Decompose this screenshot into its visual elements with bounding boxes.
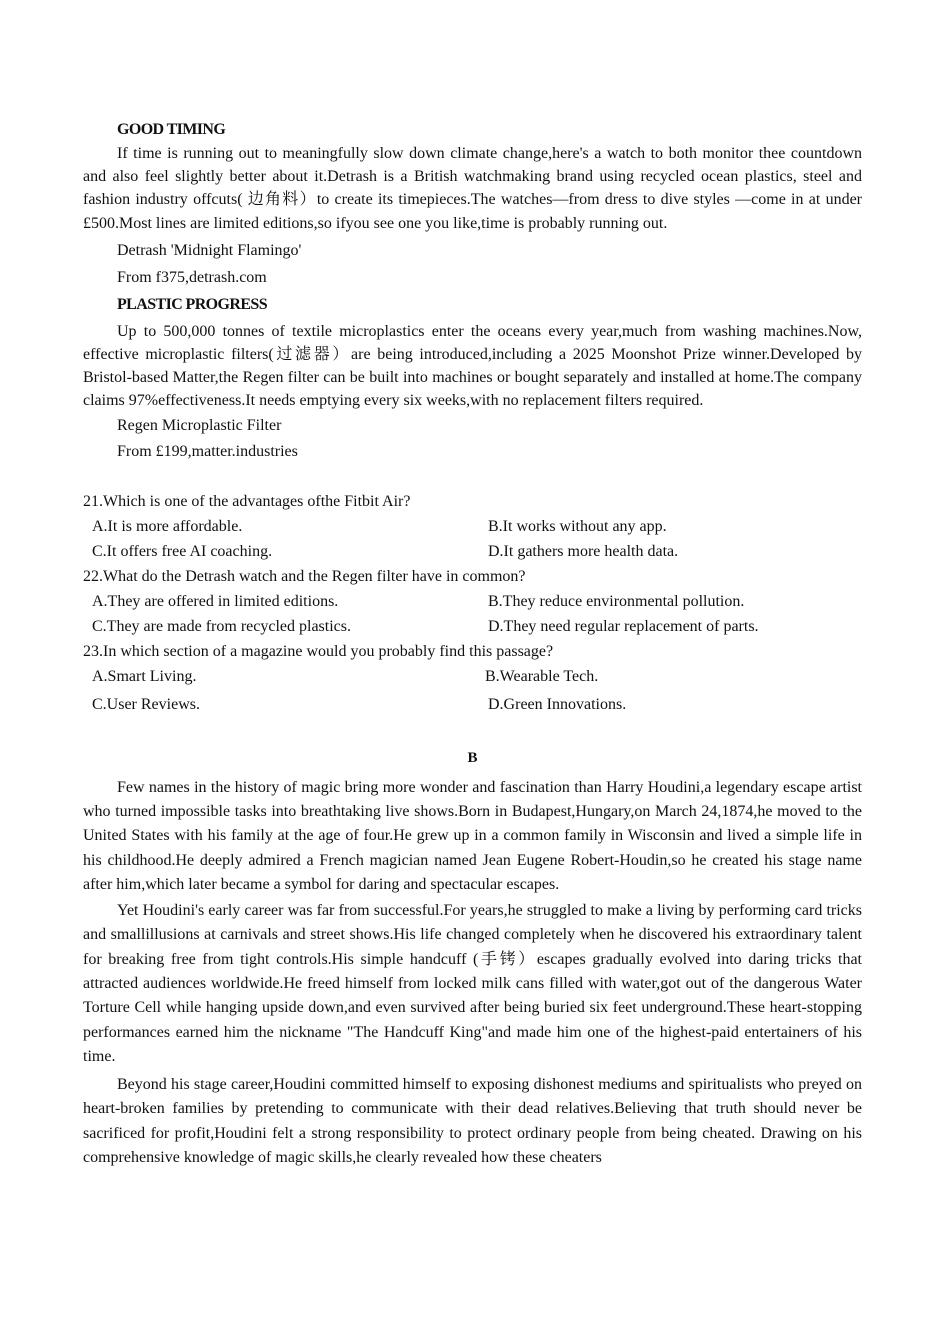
options-row: [92, 665, 862, 689]
option-21a: A.It is more affordable.: [92, 517, 243, 535]
option-22b: B.They reduce environmental pollution.: [488, 592, 745, 610]
question-23: 23.In which section of a magazine would you probably find this passage?: [83, 642, 554, 660]
option-23d: D.Green Innovations.: [488, 695, 627, 713]
options-row: [92, 590, 862, 614]
heading-good-timing: GOOD TIMING: [117, 121, 226, 138]
question-22: 22.What do the Detrash watch and the Regen filter have in common?: [83, 567, 526, 585]
paragraph-good-timing: If time is running out to meaningfully slow down climate change,here's a watch to both monitor thee countdown and also feel slightly better about it.Detrash is a British watchmaking brand using recycled ocean plastics, steel and fashion industry offcuts( 边角料）to create its timepieces.The watches—from dress to dive styles —come in at under £500.Most lines are limited editions,so ifyou see one you like,time is probably running out.: [83, 145, 862, 232]
heading-plastic-progress: PLASTIC PROGRESS: [117, 295, 267, 313]
option-22a: A.They are offered in limited editions.: [92, 592, 339, 610]
option-23b: B.Wearable Tech.: [485, 667, 599, 685]
paragraph-houdini-3: Beyond his stage career,Houdini committed himself to exposing dishonest mediums and spiritualists who preyed on heart-broken families by pretending to communicate with their dead relatives.Believing that truth should never be sacrificed for profit,Houdini felt a strong responsibility to protect ordinary people from being cheated. Drawing on his comprehensive knowledge of magic skills,he clearly revealed how these cheaters: [83, 1076, 862, 1167]
option-22c: C.They are made from recycled plastics.: [92, 617, 351, 635]
options-row: [92, 540, 862, 564]
paragraph-plastic-progress: Up to 500,000 tonnes of textile microplastics enter the oceans every year,much from washing machines.Now, effective microplastic filters(过滤器）are being introduced,including a 2025 Moonshot Prize winner.Developed by Bristol-based Matter,the Regen filter can be built into machines or bought separately and installed at home.The company claims 97%effectiveness.It needs emptying every six weeks,with no replacement filters required.: [83, 322, 862, 410]
section-label-b: B: [467, 749, 478, 766]
option-21d: D.It gathers more health data.: [488, 542, 679, 560]
paragraph-houdini-2: Yet Houdini's early career was far from successful.For years,he struggled to make a living by performing card tricks and smallillusions at carnivals and street shows.His life changed completely when he discovered his extraordinary talent for breaking free from tight controls.His simple handcuff (手铐）escapes gradually evolved into daring tricks that attracted audiences worldwide.He freed himself from locked milk cans filled with water,got out of the dangerous Water Torture Cell while hanging upside down,and even survived after being buried six feet underground.These heart-stopping performances earned him the nickname "The Handcuff King"and made him one of the highest-paid entertainers of his time.: [83, 902, 862, 1065]
product-price-detrash: From f375,detrash.com: [117, 268, 267, 286]
options-row: [92, 693, 862, 717]
product-name-regen: Regen Microplastic Filter: [117, 416, 282, 434]
option-23a: A.Smart Living.: [92, 667, 197, 685]
product-name-detrash: Detrash 'Midnight Flamingo': [117, 241, 302, 259]
options-row: [92, 615, 862, 639]
option-21b: B.It works without any app.: [488, 517, 667, 535]
options-row: [92, 515, 862, 539]
paragraph-houdini-1: Few names in the history of magic bring more wonder and fascination than Harry Houdini,a legendary escape artist who turned impossible tasks into breathtaking live shows.Born in Budapest,Hungary,on March 24,1874,he moved to the United States with his family at the age of four.He grew up in a common family in Wisconsin and lived a simple life in his childhood.He deeply admired a French magician named Jean Eugene Robert-Houdin,so he created his stage name after him,which later became a symbol for daring and spectacular escapes.: [83, 778, 862, 893]
option-21c: C.It offers free AI coaching.: [92, 542, 273, 560]
document-page: [83, 118, 862, 1170]
option-23c: C.User Reviews.: [92, 695, 200, 713]
question-21: 21.Which is one of the advantages ofthe Fitbit Air?: [83, 492, 411, 510]
option-22d: D.They need regular replacement of parts.: [488, 617, 759, 635]
product-price-regen: From £199,matter.industries: [117, 442, 298, 460]
